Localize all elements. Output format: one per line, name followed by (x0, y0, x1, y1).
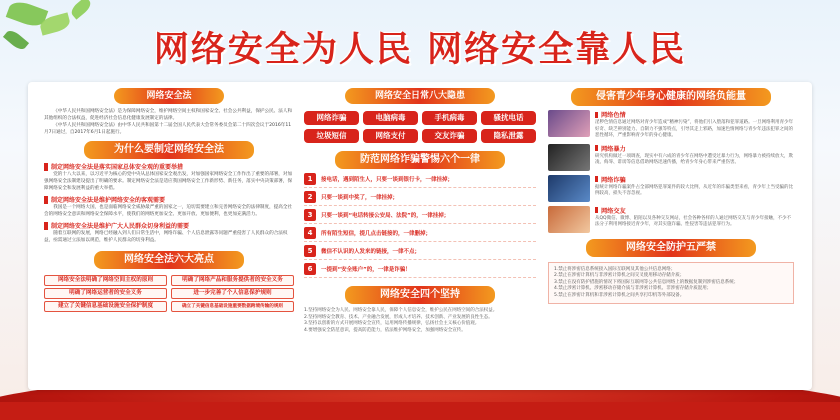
fraud-rule: 1 接电话，遇到陌生人，只要一谈到银行卡，一律挂掉； (304, 173, 536, 188)
highlights-grid (44, 275, 294, 312)
red-base-decoration (0, 402, 840, 420)
reason-1-head: 制定网络安全法是落实国家总体安全观的重要举措 (44, 162, 294, 171)
fraud-list (304, 173, 536, 278)
highlight-item: 明确了网络运营者的安全义务 (44, 288, 167, 299)
fraud-rule: 6 一提到“安全账户”的，一律是诈骗！ (304, 263, 536, 278)
fraud-rule: 4 所有陌生短信，提几点击链接的，一律删掉； (304, 227, 536, 242)
harm-label: 网络交友 (601, 207, 626, 215)
harm-thumbnail (548, 206, 590, 233)
harm-label: 网络色情 (601, 112, 626, 119)
fraud-heading: 防范网络诈骗警惕六个一律 (335, 151, 505, 169)
ban-heading: 网络安全防护五严禁 (586, 239, 756, 257)
highlights-heading: 网络安全法六大亮点 (94, 251, 244, 269)
hazard-tag: 网络支付 (363, 129, 418, 143)
hazard-tags (304, 111, 536, 143)
adhere-item: 4.要增强安全防范意识，提高防范能力，依法维护网络安全，加强网络安全宣传。 (304, 327, 466, 333)
ban-list (548, 262, 794, 305)
fraud-rule: 2 只要一谈到中奖了，一律挂掉； (304, 191, 536, 206)
why-heading: 为什么要制定网络安全法 (84, 141, 254, 159)
ban-item: 5.禁止在涉密计算机和非涉密计算机之间共享打印机等外部设备。 (554, 292, 685, 298)
hazard-tag: 电脑病毒 (363, 111, 418, 125)
hazard-tag: 隐私泄露 (481, 129, 536, 143)
highlight-item: 确立了关键信息基础设施重要数据跨境传输的规则 (171, 301, 294, 312)
hazard-tag: 网络诈骗 (304, 111, 359, 125)
reason-3-body: 随着互联网的发展，网络已经融入到人们日常生活中，网络诈骗、个人信息泄露等问题严重侵害了人民群众的合法权益，亟需通过立法加以规范，维护人民群众的切身利益。 (44, 231, 288, 243)
harm-thumbnail (548, 144, 590, 171)
fraud-rule: 5 微信不认识的人发来的链接，一律不点； (304, 245, 536, 260)
ban-item: 1.禁止将涉密信息系统接入国际互联网及其他公共信息网络； (554, 266, 676, 272)
hazard-tag: 骚扰电话 (481, 111, 536, 125)
column-law (44, 88, 294, 312)
harm-label: 网络暴力 (601, 145, 626, 153)
page-title: 网络安全为人民 网络安全靠人民 (153, 30, 687, 70)
highlight-item: 建立了关键信息基础设施安全保护制度 (44, 301, 167, 312)
harm-text: 淫秽色情信息通过网络对青少年造成“精神污染”，将他们引入堕落和犯罪道路。一旦网络利用青少年好奇、缺乏辨别能力、自制力不强等特点，引导其走上邪路，加速色情网络与青少年违法犯罪之间的恶性循环，严重影响青少年的身心健康。 (595, 120, 794, 138)
harm-item (548, 206, 794, 233)
harm-text: 研究机构做过一项调查，现实中有六成的青少年在网络中遭受过暴力行为，网络暴力被持续放大，欺凌、侮辱、诽谤等信息借助网络迅速传播，给青少年身心带来严重伤害。 (595, 153, 793, 165)
ban-item: 2.禁止在涉密计算机与非涉密计算机之间交叉使用移动存储介质； (554, 273, 685, 278)
harm-label: 网络诈骗 (601, 176, 626, 184)
adhere-heading: 网络安全四个坚持 (345, 286, 495, 304)
fraud-rule: 3 只要一谈到“电话转接公安局、法院”的，一律挂掉； (304, 209, 536, 224)
law-intro-2: 《中华人民共和国网络安全法》由中华人民共和国第十二届全国人民代表大会常务委员会第二十四次会议于2016年11月7日通过，自2017年6月1日起施行。 (44, 123, 292, 135)
highlight-item: 网络安全法明确了网络空间主权的原则 (44, 275, 167, 286)
ban-item: 4.禁止涉密计算机、涉密移动存储介质与非涉密计算机、非涉密存储介质混用； (554, 286, 712, 291)
reason-2-body: 我国是一个网络大国，也是面临网络安全威胁最严重的国家之一，迫切需要建立和完善网络安全的法律制度，提高全社会的网络安全意识和网络安全保障水平，使我们的网络更加安全、更加开放、更加便利，也更加充满活力。 (44, 205, 293, 217)
law-intro-1: 《中华人民共和国网络安全法》是为保障网络安全，维护网络空间主权和国家安全、社会公共利益，保护公民、法人和其他组织的合法权益，促进经济社会信息化健康发展制定的法律。 (44, 109, 293, 121)
harm-thumbnail (548, 175, 590, 202)
highlight-item: 进一步完善了个人信息保护规则 (171, 288, 294, 299)
harm-item (548, 144, 794, 171)
harm-text: 从QQ微信、微博、陌陌以及各种交友网站，社会各种各样的人通过网络交友与青少年接触，不少不法分子利用网络接近青少年，对其实施诈骗、性侵害等违法犯罪行为。 (595, 215, 792, 227)
harm-item (548, 110, 794, 140)
adhere-item: 1.坚持网络安全为人民、网络安全靠人民，保障个人信息安全，维护公民在网络空间的合法权益。 (304, 308, 498, 313)
ban-item: 3.禁止在没有防护措施的情况下将国际互联网等公共信息网络上的数据复制到涉密信息系统； (554, 279, 739, 285)
harm-item (548, 175, 794, 202)
reason-3-head: 制定网络安全法是维护广大人民群众切身利益的需要 (44, 221, 294, 230)
law-heading: 网络安全法 (114, 88, 224, 104)
highlight-item: 明确了网络产品和服务提供者的安全义务 (171, 275, 294, 286)
reason-1-body: 党的十八大以来，以习近平为核心的党中央从总体国家安全观出发，对加强国家网络安全工作作出了重要的部署，对加强网络安全法制建设提出了明确的要求。制定网络安全法是适应我国网络安全工作新形势、新任务，落实中央决策部署，保障网络安全和发展利益的重大举措。 (44, 172, 293, 191)
column-hazards (304, 88, 536, 334)
adhere-list (304, 308, 536, 334)
hazards-heading: 网络安全日常八大隐患 (345, 88, 495, 104)
hazard-tag: 垃圾短信 (304, 129, 359, 143)
leaf-decoration (69, 0, 94, 20)
column-youth (548, 88, 794, 304)
harm-heading: 侵害青少年身心健康的网络负能量 (571, 88, 771, 106)
reason-2-head: 制定网络安全法是维护网络安全的客观需要 (44, 195, 294, 204)
harm-thumbnail (548, 110, 590, 137)
harm-text: 据统计网络诈骗案件占全部网络犯罪案件的较大比例，从近年的诈骗类型来看，青少年上当受骗的比例较高，损失不容忽视。 (595, 184, 793, 196)
adhere-item: 2.坚持网络安全教育、技术、产业融合发展，形成人才培养、技术创新、产业发展的良性生态。 (304, 314, 493, 320)
hazard-tag: 手机病毒 (422, 111, 477, 125)
hazard-tag: 交友诈骗 (422, 129, 477, 143)
adhere-item: 3.坚持以创新的方式开展网络安全宣传，运用网络传播规律，弘扬社会主义核心价值观。 (304, 321, 480, 326)
